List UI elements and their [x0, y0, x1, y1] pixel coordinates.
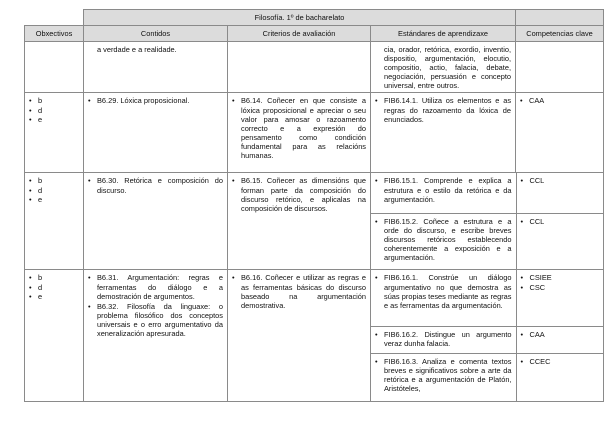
curriculum-table-page — [24, 9, 603, 402]
corner-cell — [25, 10, 84, 26]
standard-cell: • FIB6.16.1. Constrúe un diálogo argumentativo no que demostra as súas propias teses mediante as regras e as ferramentas da argumentación. — [371, 270, 516, 326]
table-row — [25, 93, 604, 173]
criteria-cell: • B6.16. Coñecer e utilizar as regras e as ferramentas básicas do discurso baseado na argumentación demostrativa. — [228, 270, 371, 402]
standard-cell: cia, orador, retórica, exordio, inventio, dispositio, argumentación, elocutio, compositio, actio, falacia, debate, negociación, persuasión e concepto universal, entre outros. — [371, 42, 516, 93]
objectives-cell — [25, 42, 84, 93]
competence-cell: • CAA — [516, 93, 604, 173]
objective-item: • b — [29, 96, 79, 105]
standard-cell: • FIB6.15.1. Comprende e explica a estrutura e o estilo da retórica e da argumentación. — [371, 173, 516, 213]
objectives-cell — [25, 93, 84, 173]
corner-right — [516, 10, 604, 26]
curriculum-table — [24, 9, 604, 402]
standards-split — [371, 173, 604, 270]
content-cell: a verdade e a realidade. — [84, 42, 228, 93]
objective-item: • b — [29, 273, 79, 282]
table-title: Filosofía. 1º de bacharelato — [84, 10, 516, 26]
objective-item: • d — [29, 283, 79, 292]
objectives-cell — [25, 270, 84, 402]
table-row — [25, 173, 604, 270]
objective-item: • e — [29, 115, 79, 124]
objective-item: • b — [29, 176, 79, 185]
content-cell: • B6.29. Lóxica proposicional. — [84, 93, 228, 173]
header-competencias: Competencias clave — [516, 26, 604, 42]
objectives-cell — [25, 173, 84, 270]
standards-split — [371, 270, 604, 402]
objective-item: • e — [29, 195, 79, 204]
objective-item: • e — [29, 292, 79, 301]
standard-cell: • FIB6.14.1. Utiliza os elementos e as regras do razoamento da lóxica de enunciados. — [371, 93, 516, 173]
header-estandares: Estándares de aprendizaxe — [371, 26, 516, 42]
competence-cell — [516, 42, 604, 93]
criteria-cell: • B6.15. Coñecer as dimensións que forman parte da composición do discurso retórico, e aplicalas na composición de discursos. — [228, 173, 371, 270]
header-criterios: Criterios de avaliación — [228, 26, 371, 42]
standard-cell: • FIB6.16.2. Distingue un argumento veraz dunha falacia. — [371, 326, 516, 353]
header-contidos: Contidos — [84, 26, 228, 42]
content-cell: • B6.31. Argumentación: regras e ferramentas do diálogo e a demostración de argumentos. • B6.32. Filosofía da linguaxe: o problema filosófico dos conceptos universais e o erro argumentativo da xeneralización apresurada. — [84, 270, 228, 402]
standard-cell: • FIB6.15.2. Coñece a estrutura e a orde do discurso, e escribe breves discursos retóricos establecendo coherentemente a exposición e a argumentación. — [371, 213, 516, 269]
competence-cell: • CCL — [516, 173, 604, 213]
criteria-cell: • B6.14. Coñecer en que consiste a lóxica proposicional e apreciar o seu valor para amosar o razoamento correcto e a expresión do pensamento como condición fundamental para as relacións humanas. — [228, 93, 371, 173]
standard-cell: • FIB6.16.3. Analiza e comenta textos breves e significativos sobre a arte da retórica e a argumentación de Platón, Aristóteles, — [371, 353, 516, 401]
competence-cell: • CSIEE • CSC — [516, 270, 604, 326]
competence-cell: • CCEC — [516, 353, 604, 401]
competence-cell: • CCL — [516, 213, 604, 269]
competence-cell: • CAA — [516, 326, 604, 353]
objective-item: • d — [29, 106, 79, 115]
header-obxectivos: Obxectivos — [25, 26, 84, 42]
objective-item: • d — [29, 186, 79, 195]
content-cell: • B6.30. Retórica e composición do discurso. — [84, 173, 228, 270]
table-row — [25, 270, 604, 402]
criteria-cell — [228, 42, 371, 93]
table-row — [25, 42, 604, 93]
